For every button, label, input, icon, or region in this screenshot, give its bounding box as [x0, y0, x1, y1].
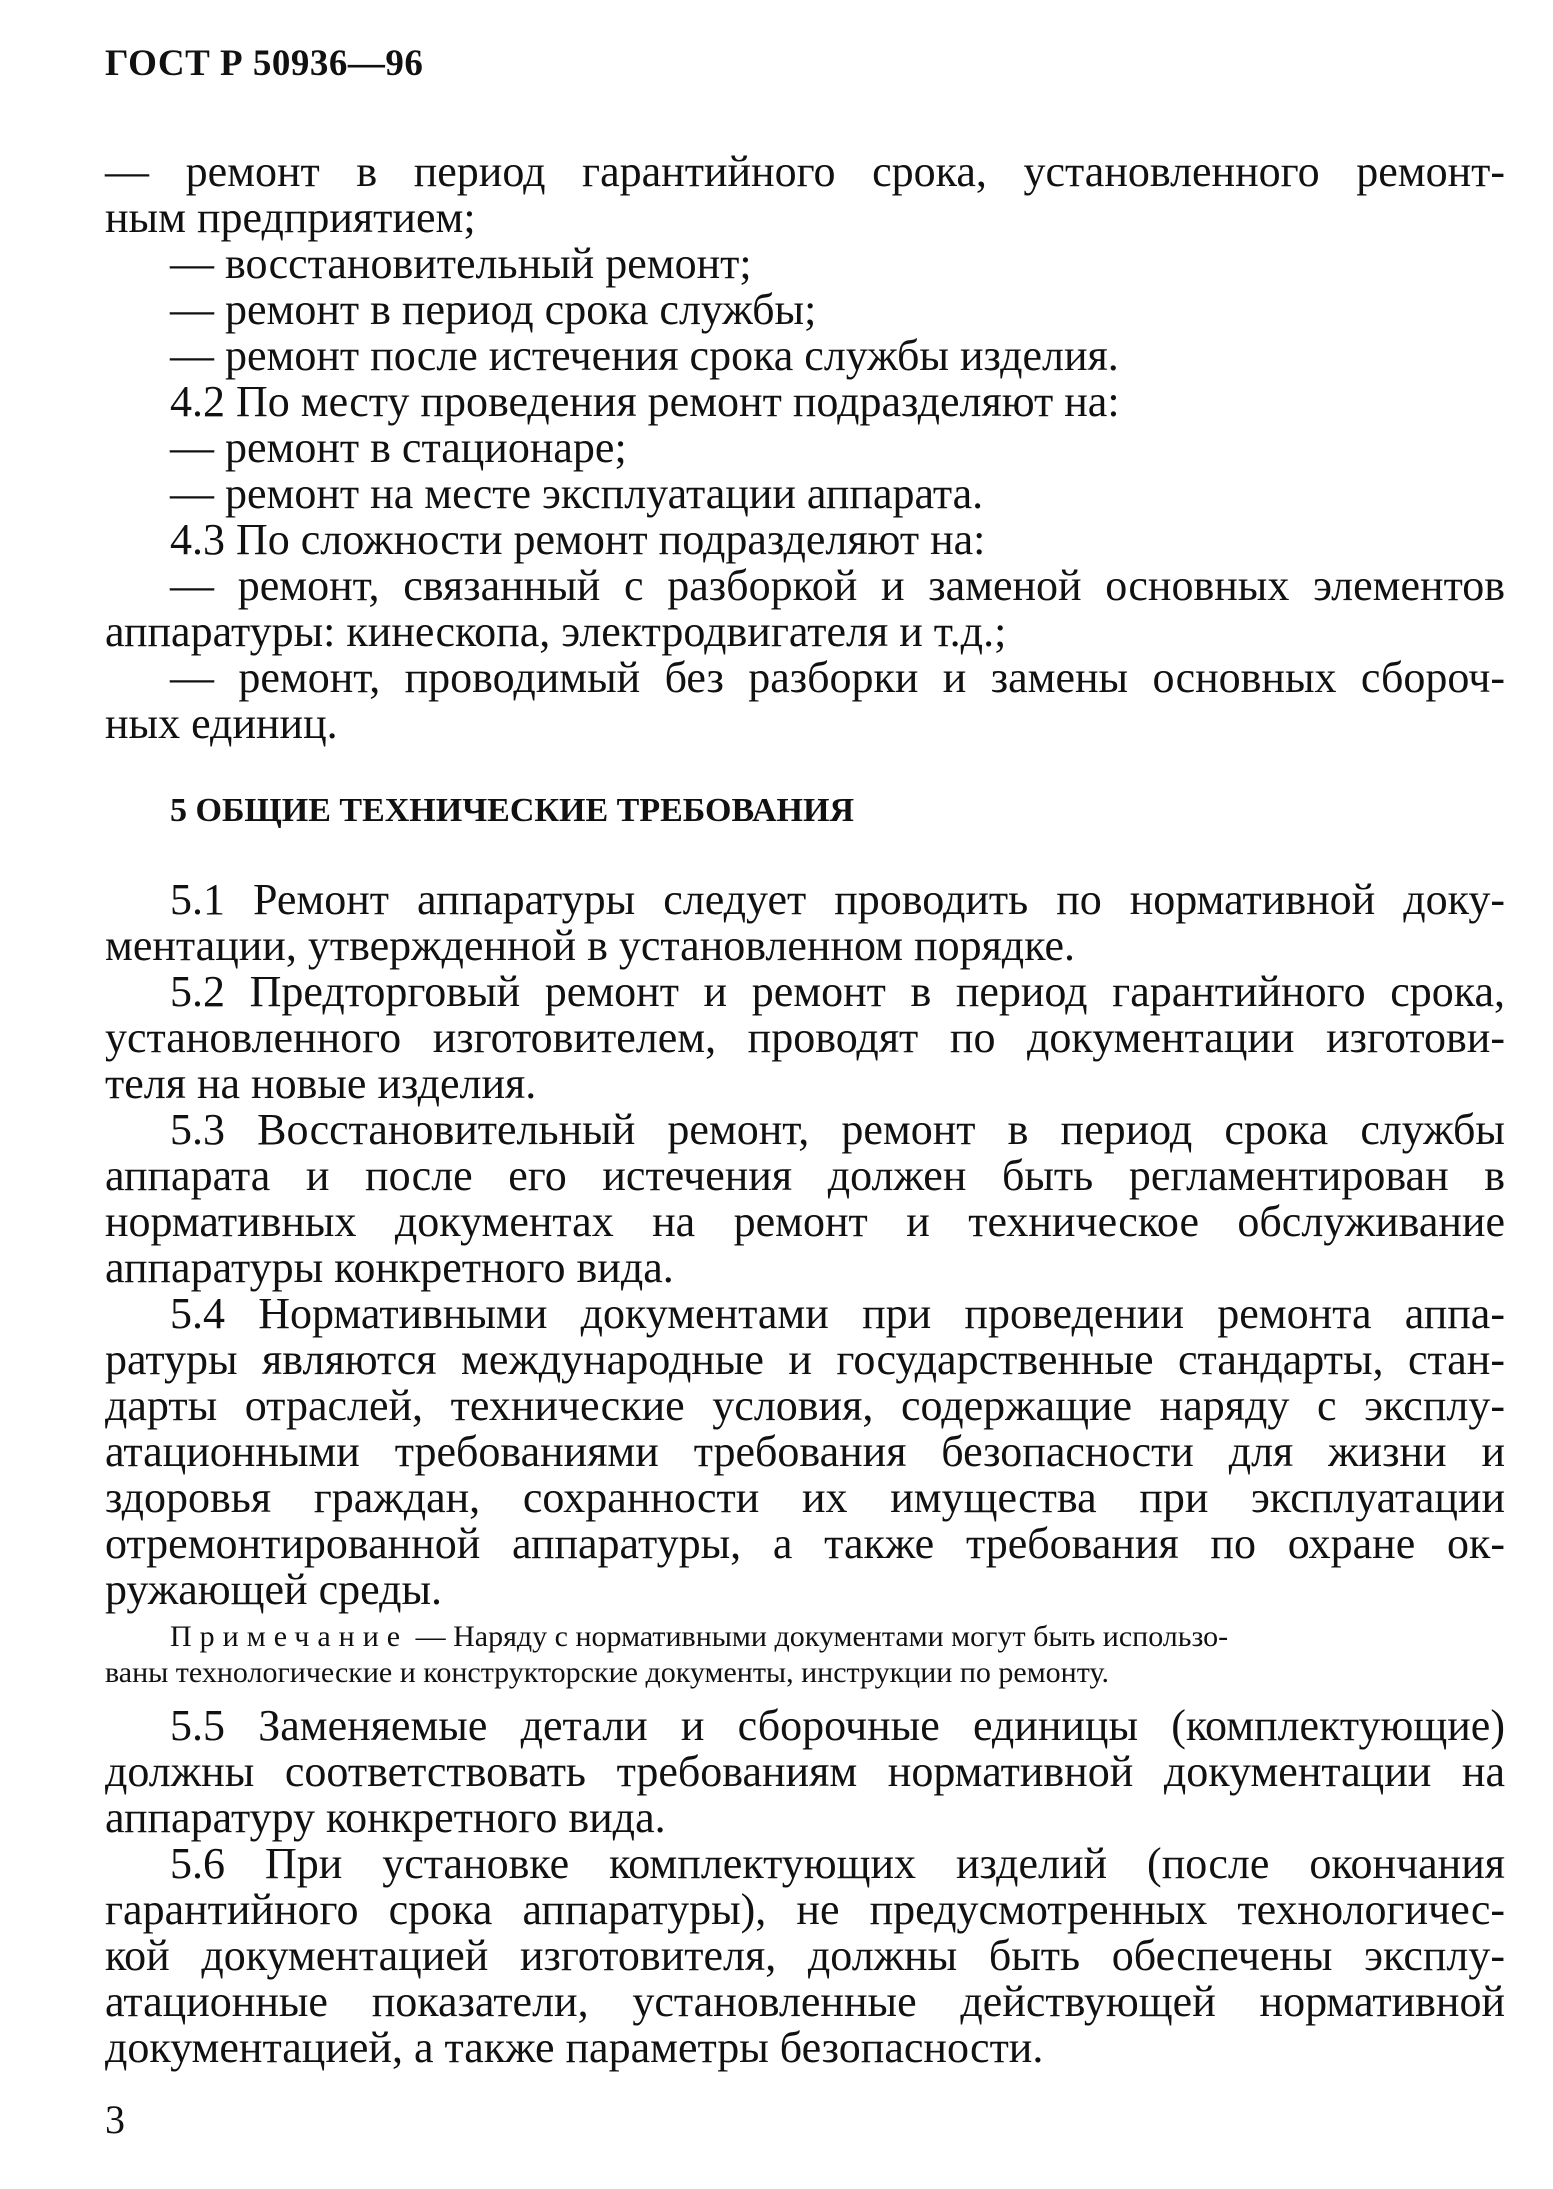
- note-text: — Наряду с нормативными документами могут быть использо-: [408, 1620, 1229, 1653]
- text-line: — восстановительный ремонт;: [170, 239, 752, 288]
- text-line: документацией, а также параметры безопасности.: [105, 2023, 1044, 2072]
- text-line: нормативных документах на ремонт и техническое обслуживание: [105, 1197, 1505, 1246]
- text-line: аппарата и после его истечения должен быть регламентирован в: [105, 1151, 1505, 1200]
- text-line: 5.1 Ремонт аппаратуры следует проводить по нормативной доку-: [170, 875, 1505, 924]
- text-line: — ремонт в стационаре;: [170, 423, 627, 472]
- text-line: установленного изготовителем, проводят по документации изготови-: [105, 1013, 1505, 1062]
- text-line: — ремонт на месте эксплуатации аппарата.: [170, 469, 984, 518]
- text-line: теля на новые изделия.: [105, 1059, 537, 1108]
- text-line: отремонтированной аппаратуры, а также требования по охране ок-: [105, 1519, 1505, 1568]
- text-line: ратуры являются международные и государственные стандарты, стан-: [105, 1335, 1505, 1384]
- text-line: 5.4 Нормативными документами при проведении ремонта аппа-: [170, 1289, 1505, 1338]
- text-line: — ремонт в период срока службы;: [170, 285, 817, 334]
- text-line: атационные показатели, установленные действующей нормативной: [105, 1977, 1505, 2026]
- text-line: здоровья граждан, сохранности их имущества при эксплуатации: [105, 1473, 1505, 1522]
- note-label: Примечание: [170, 1620, 409, 1653]
- text-line: аппаратуру конкретного вида.: [105, 1793, 666, 1842]
- text-line: ных единиц.: [105, 699, 338, 748]
- text-line: атационными требованиями требования безопасности для жизни и: [105, 1427, 1505, 1476]
- text-line: ным предприятием;: [105, 193, 476, 242]
- note-line: [170, 1620, 1228, 1654]
- text-line: — ремонт в период гарантийного срока, установленного ремонт-: [105, 147, 1505, 196]
- text-line: гарантийного срока аппаратуры), не предусмотренных технологичес-: [105, 1885, 1505, 1934]
- text-line: должны соответствовать требованиям нормативной документации на: [105, 1747, 1505, 1796]
- text-line: 5.5 Заменяемые детали и сборочные единицы (комплектующие): [170, 1701, 1505, 1750]
- text-line: кой документацией изготовителя, должны быть обеспечены эксплу-: [105, 1931, 1505, 1980]
- note-line: ваны технологические и конструкторские документы, инструкции по ремонту.: [105, 1656, 1109, 1689]
- text-line: 4.2 По месту проведения ремонт подразделяют на:: [170, 377, 1120, 426]
- text-line: 4.3 По сложности ремонт подразделяют на:: [170, 515, 986, 564]
- text-line: 5.6 При установке комплектующих изделий (после окончания: [170, 1839, 1505, 1888]
- section-heading: 5 ОБЩИЕ ТЕХНИЧЕСКИЕ ТРЕБОВАНИЯ: [170, 792, 855, 829]
- text-line: 5.2 Предторговый ремонт и ремонт в период гарантийного срока,: [170, 967, 1505, 1016]
- text-line: ментации, утвержденной в установленном порядке.: [105, 921, 1075, 970]
- text-line: — ремонт, связанный с разборкой и заменой основных элементов: [170, 561, 1505, 610]
- text-line: ружающей среды.: [105, 1565, 443, 1614]
- text-line: — ремонт, проводимый без разборки и замены основных сбороч-: [170, 653, 1505, 702]
- text-line: 5.3 Восстановительный ремонт, ремонт в период срока службы: [170, 1105, 1505, 1154]
- page-number: 3: [105, 2097, 125, 2142]
- document-code-header: ГОСТ Р 50936—96: [105, 43, 424, 84]
- text-line: аппаратуры: кинескопа, электродвигателя и т.д.;: [105, 607, 1007, 656]
- text-line: дарты отраслей, технические условия, содержащие наряду с эксплу-: [105, 1381, 1505, 1430]
- text-line: аппаратуры конкретного вида.: [105, 1243, 674, 1292]
- text-line: — ремонт после истечения срока службы изделия.: [170, 331, 1119, 380]
